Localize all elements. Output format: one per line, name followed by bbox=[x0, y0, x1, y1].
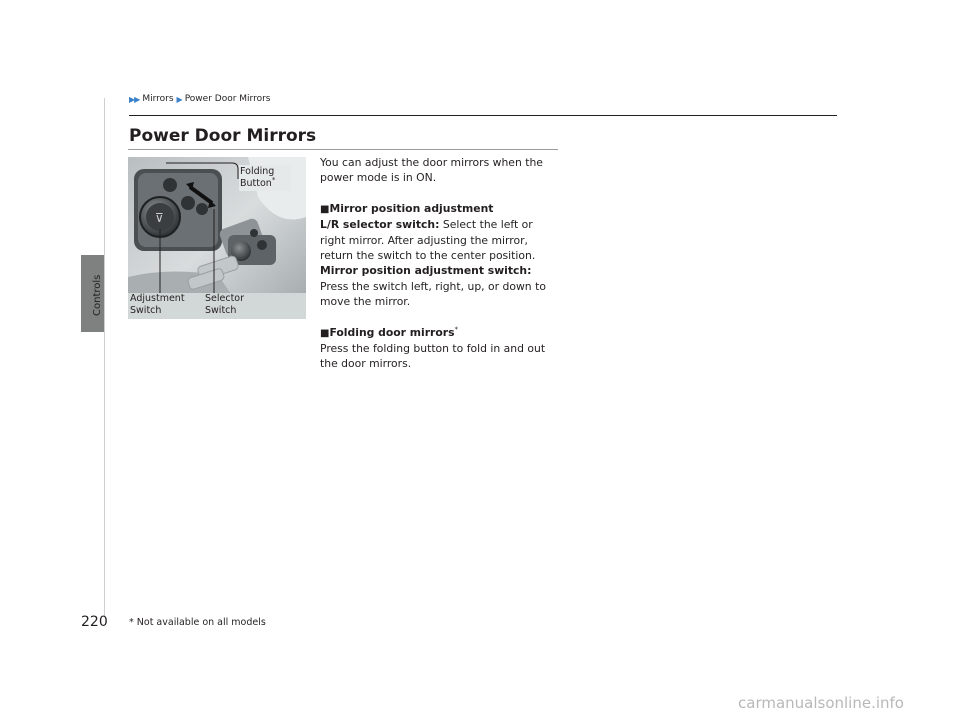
header-rule bbox=[129, 115, 837, 116]
adjustment-switch-paragraph: Mirror position adjustment switch: Press the switch left, right, up, or down to move the mirror. bbox=[320, 264, 546, 309]
caption-selector-2: Switch bbox=[205, 305, 237, 316]
svg-text:⊽: ⊽ bbox=[155, 211, 164, 225]
page-number: 220 bbox=[81, 614, 108, 630]
breadcrumb-arrow-icon: ▶▶ bbox=[129, 94, 140, 104]
lr-selector-paragraph: L/R selector switch: Select the left or right mirror. After adjusting the mirror, return the switch to the center position. bbox=[320, 218, 536, 263]
intro-paragraph: You can adjust the door mirrors when the power mode is in ON. bbox=[320, 156, 543, 185]
caption-adjustment-2: Switch bbox=[130, 305, 162, 316]
bullet-square-icon: ■ bbox=[320, 203, 330, 215]
caption-button: Button* bbox=[240, 175, 276, 189]
breadcrumb-arrow-icon: ▶ bbox=[176, 94, 182, 104]
footnote: * Not available on all models bbox=[129, 617, 266, 628]
caption-folding: Folding bbox=[240, 166, 275, 177]
breadcrumb-item-mirrors[interactable]: Mirrors bbox=[142, 94, 174, 104]
page-title: Power Door Mirrors bbox=[129, 126, 317, 146]
breadcrumb-item-power-door-mirrors[interactable]: Power Door Mirrors bbox=[184, 94, 271, 104]
section-heading-mirror-position: ■Mirror position adjustment bbox=[320, 201, 494, 215]
watermark: carmanualsonline.info bbox=[738, 694, 904, 712]
side-tab-rule bbox=[104, 98, 105, 616]
bullet-square-icon: ■ bbox=[320, 327, 330, 339]
mirror-switch-figure bbox=[128, 157, 306, 319]
title-rule bbox=[128, 149, 558, 150]
breadcrumb bbox=[129, 94, 270, 104]
folding-paragraph: Press the folding button to fold in and out the door mirrors. bbox=[320, 342, 546, 371]
caption-selector-1: Selector bbox=[205, 293, 245, 304]
body-text bbox=[320, 155, 560, 372]
side-tab-label: Controls bbox=[92, 274, 103, 316]
caption-adjustment-1: Adjustment bbox=[130, 293, 185, 304]
section-heading-folding: ■Folding door mirrors* bbox=[320, 325, 459, 339]
